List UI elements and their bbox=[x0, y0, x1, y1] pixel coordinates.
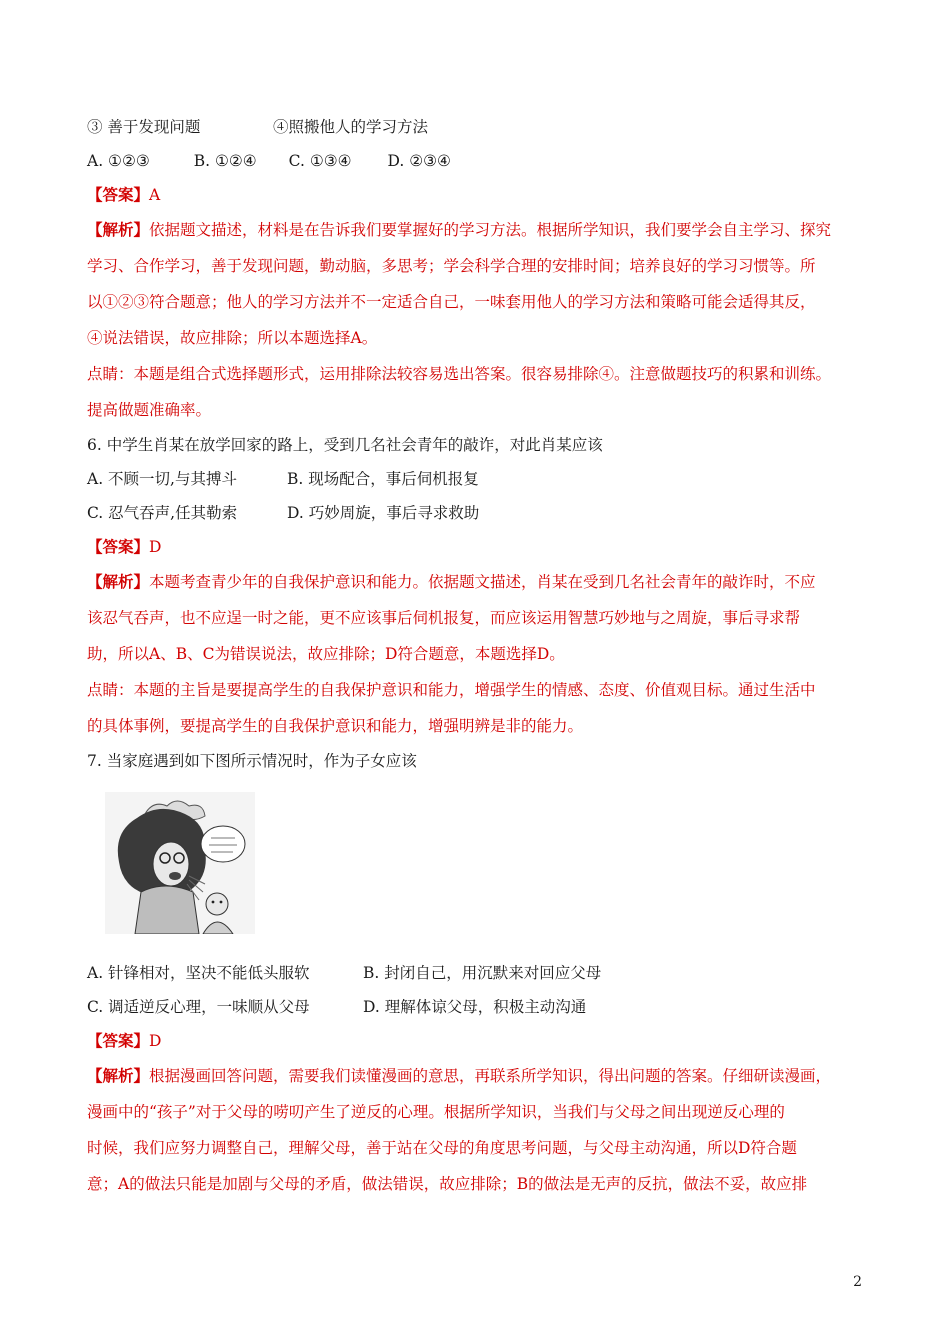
q7-analysis-line: 意；A的做法只能是加剧与父母的矛盾，做法错误，故应排除；B的做法是无声的反抗，做法不妥，故应排 bbox=[87, 1175, 808, 1193]
q7-analysis-line: 根据漫画回答问题，需要我们读懂漫画的意思，再联系所学知识，得出问题的答案。仔细研读漫画， bbox=[149, 1067, 832, 1085]
q6-options-row-1 bbox=[87, 462, 877, 496]
q7-analysis-line: 漫画中的“孩子”对于父母的唠叨产生了逆反的心理。根据所学知识，当我们与父母之间出现逆反心理的 bbox=[87, 1103, 785, 1121]
q5-analysis-line: 依据题文描述，材料是在告诉我们要掌握好的学习方法。根据所学知识，我们要学会自主学习、探究 bbox=[149, 221, 832, 239]
q5-option-c: C. ①③④ bbox=[288, 152, 352, 170]
q6-tip bbox=[87, 672, 877, 744]
q6-answer-value: D bbox=[149, 538, 162, 556]
q6-answer-label: 【答案】 bbox=[87, 537, 150, 556]
q5-answer bbox=[87, 178, 877, 212]
q6-analysis bbox=[87, 564, 877, 672]
q6-option-a: A. 不顾一切,与其搏斗 bbox=[87, 470, 237, 488]
document-page bbox=[87, 110, 877, 1202]
q6-stem: 6. 中学生肖某在放学回家的路上，受到几名社会青年的敲诈，对此肖某应该 bbox=[87, 436, 603, 454]
q6-answer bbox=[87, 530, 877, 564]
q5-analysis-line: ④说法错误，故应排除；所以本题选择A。 bbox=[87, 329, 378, 347]
q7-cartoon-image bbox=[105, 792, 255, 934]
q6-options-row-2 bbox=[87, 496, 877, 530]
q5-tip-line: 提高做题准确率。 bbox=[87, 401, 212, 419]
q7-option-b: B. 封闭自己，用沉默来对回应父母 bbox=[363, 964, 602, 982]
q5-tip-line: 点睛：本题是组合式选择题形式，运用排除法较容易选出答案。很容易排除④。注意做题技巧的积累和训练。 bbox=[87, 365, 832, 383]
q5-items bbox=[87, 110, 877, 144]
q7-analysis bbox=[87, 1058, 877, 1202]
q5-item-3: ③ 善于发现问题 bbox=[87, 118, 201, 136]
q5-answer-label: 【答案】 bbox=[87, 185, 150, 204]
q5-analysis-line: 学习、合作学习，善于发现问题，勤动脑，多思考；学会科学合理的安排时间；培养良好的学习习惯等。所 bbox=[87, 257, 816, 275]
q7-options-row-1 bbox=[87, 956, 877, 990]
q7-analysis-label: 【解析】 bbox=[87, 1066, 150, 1085]
q7-option-d: D. 理解体谅父母，积极主动沟通 bbox=[363, 998, 587, 1016]
q7-option-a: A. 针锋相对，坚决不能低头服软 bbox=[87, 964, 310, 982]
q7-answer bbox=[87, 1024, 877, 1058]
q6-option-d: D. 巧妙周旋，事后寻求救助 bbox=[287, 504, 480, 522]
cartoon-illustration bbox=[105, 792, 255, 934]
q6-analysis-line: 该忍气吞声，也不应逞一时之能，更不应该事后伺机报复，而应该运用智慧巧妙地与之周旋，事后寻求帮 bbox=[87, 609, 801, 627]
q5-analysis bbox=[87, 212, 877, 356]
q7-option-c: C. 调适逆反心理，一味顺从父母 bbox=[87, 998, 310, 1016]
q5-analysis-line: 以①②③符合题意；他人的学习方法并不一定适合自己，一味套用他人的学习方法和策略可能会适得其反， bbox=[87, 293, 816, 311]
q5-options bbox=[87, 144, 877, 178]
q5-answer-value: A bbox=[149, 186, 161, 204]
q7-options-row-2 bbox=[87, 990, 877, 1024]
q6-tip-line: 的具体事例，要提高学生的自我保护意识和能力，增强明辨是非的能力。 bbox=[87, 717, 584, 735]
page-number: 2 bbox=[853, 1274, 862, 1290]
q7-analysis-line: 时候，我们应努力调整自己，理解父母，善于站在父母的角度思考问题，与父母主动沟通，所以D符合题 bbox=[87, 1139, 797, 1157]
q6-option-c: C. 忍气吞声,任其勒索 bbox=[87, 504, 238, 522]
q6-analysis-line: 助，所以A、B、C为错误说法，故应排除；D符合题意，本题选择D。 bbox=[87, 645, 565, 663]
q5-option-a: A. ①②③ bbox=[87, 152, 150, 170]
q5-item-4: ④照搬他人的学习方法 bbox=[273, 118, 429, 136]
q6-analysis-label: 【解析】 bbox=[87, 572, 150, 591]
q5-option-b: B. ①②④ bbox=[193, 152, 257, 170]
q5-analysis-label: 【解析】 bbox=[87, 220, 150, 239]
q6-tip-line: 点睛：本题的主旨是要提高学生的自我保护意识和能力，增强学生的情感、态度、价值观目标。通过生活中 bbox=[87, 681, 816, 699]
q7-stem: 7. 当家庭遇到如下图所示情况时，作为子女应该 bbox=[87, 752, 417, 770]
q5-tip bbox=[87, 356, 877, 428]
q6-option-b: B. 现场配合，事后伺机报复 bbox=[287, 470, 479, 488]
q6-analysis-line: 本题考查青少年的自我保护意识和能力。依据题文描述，肖某在受到几名社会青年的敲诈时，不应 bbox=[149, 573, 816, 591]
q5-option-d: D. ②③④ bbox=[387, 152, 451, 170]
q7-answer-label: 【答案】 bbox=[87, 1031, 150, 1050]
q7-answer-value: D bbox=[149, 1032, 162, 1050]
